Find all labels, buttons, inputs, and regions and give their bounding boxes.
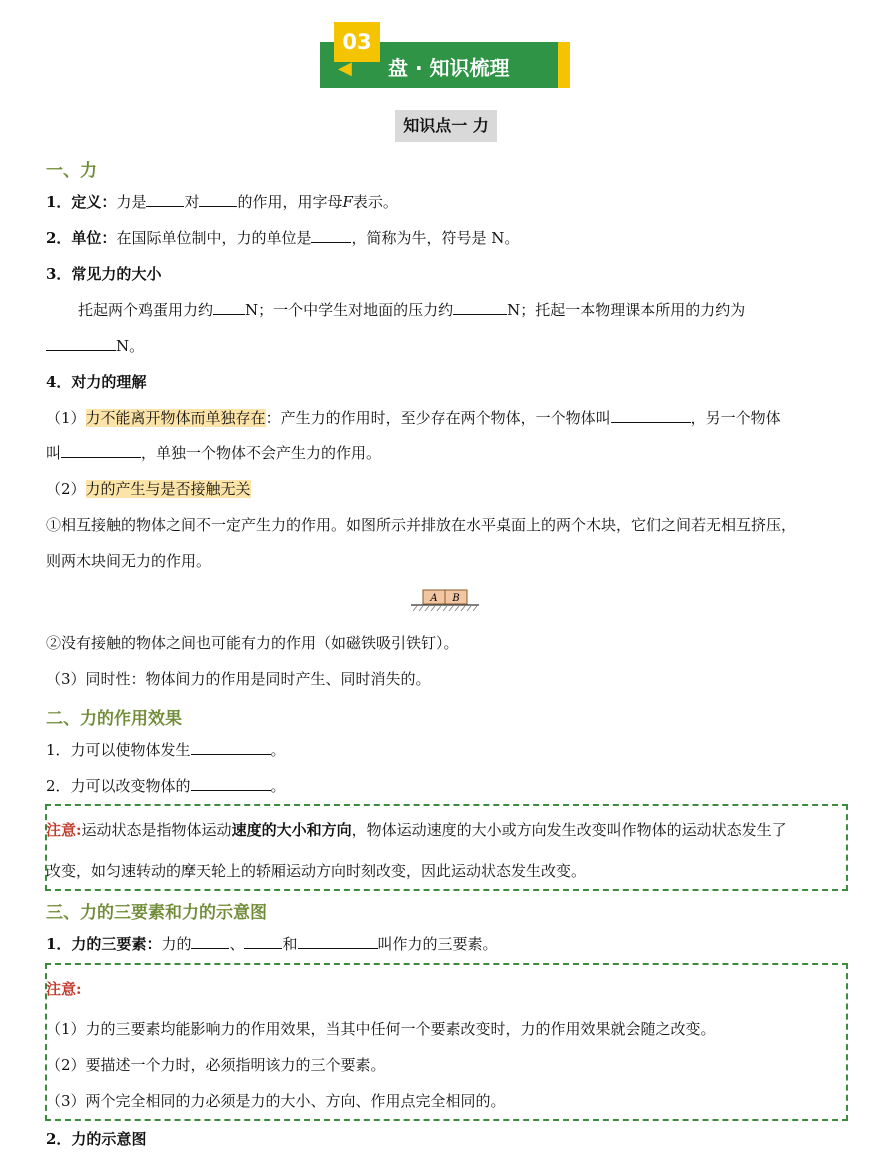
- note-label: 注意:: [46, 821, 82, 839]
- blank[interactable]: [46, 334, 116, 351]
- blank[interactable]: [244, 932, 282, 949]
- blank[interactable]: [453, 298, 507, 315]
- effect-1-line: 1．力可以使物体发生 。: [46, 738, 286, 762]
- point-1-line1: （1）力不能离开物体而单独存在：产生力的作用时，至少存在两个物体，一个物体叫 ，另一个物体: [46, 406, 781, 430]
- blank[interactable]: [61, 441, 141, 458]
- wooden-blocks-figure: [411, 589, 479, 613]
- table-hatching: [413, 606, 477, 611]
- note-label: 注意:: [46, 980, 82, 998]
- banner-title: 盘 · 知识梳理: [388, 56, 510, 80]
- understanding-heading: 4．对力的理解: [46, 373, 147, 391]
- contact-line2: 则两木块间无力的作用。: [46, 552, 212, 570]
- definition-label: 1．定义：: [46, 193, 117, 211]
- blank[interactable]: [191, 932, 229, 949]
- block-a-label: A: [430, 593, 438, 604]
- blank[interactable]: [611, 406, 691, 423]
- blank[interactable]: [191, 738, 271, 755]
- force-symbol: F: [342, 193, 353, 211]
- banner-accent-stripe: [558, 42, 570, 88]
- banner-number: 03: [334, 22, 380, 62]
- point-2-line: （2）力的产生与是否接触无关: [46, 480, 251, 498]
- knowledge-point-title: 知识点一 力: [395, 110, 497, 142]
- common-forces-heading: 3．常见力的大小: [46, 265, 162, 283]
- non-contact-line: ②没有接触的物体之间也可能有力的作用（如磁铁吸引铁钉）。: [46, 634, 459, 652]
- point-3-line: （3）同时性：物体间力的作用是同时产生、同时消失的。: [46, 670, 431, 688]
- unit-label: 2．单位：: [46, 229, 117, 247]
- back-arrow-icon: ◀: [338, 58, 352, 79]
- note-motion-line2: 改变，如匀速转动的摩天轮上的轿厢运动方向时刻改变，因此运动状态发生改变。: [46, 862, 587, 880]
- common-forces-line1: 托起两个鸡蛋用力约 N；一个中学生对地面的压力约 N；托起一本物理课本所用的力约为: [78, 298, 745, 322]
- blank[interactable]: [213, 298, 245, 315]
- blank[interactable]: [199, 190, 237, 207]
- force-diagram-heading: 2．力的示意图: [46, 1130, 147, 1148]
- highlighted-term: 力不能离开物体而单独存在: [85, 409, 266, 427]
- section-1-title: 一、力: [46, 161, 97, 181]
- definition-line: 1．定义：力是 对 的作用，用字母F表示。: [46, 190, 398, 214]
- blank[interactable]: [191, 774, 271, 791]
- blank[interactable]: [311, 226, 351, 243]
- note-elements-line2: （2）要描述一个力时，必须指明该力的三个要素。: [46, 1056, 386, 1074]
- common-forces-line2: N。: [46, 334, 144, 358]
- three-elements-line: 1．力的三要素：力的 、 和 叫作力的三要素。: [46, 932, 498, 956]
- unit-line: 2．单位：在国际单位制中，力的单位是 ，简称为牛，符号是 N。: [46, 226, 519, 250]
- section-3-title: 三、力的三要素和力的示意图: [46, 903, 267, 923]
- blank[interactable]: [298, 932, 378, 949]
- note-elements-line1: （1）力的三要素均能影响力的作用效果，当其中任何一个要素改变时，力的作用效果就会随之改变。: [46, 1020, 716, 1038]
- block-b-label: B: [452, 593, 460, 604]
- point-1-line2: 叫 ，单独一个物体不会产生力的作用。: [46, 441, 381, 465]
- note-motion-line1: 注意:运动状态是指物体运动速度的大小和方向，物体运动速度的大小或方向发生改变叫作物体的运动状态发生了: [46, 821, 787, 839]
- contact-line1: ①相互接触的物体之间不一定产生力的作用。如图所示并排放在水平桌面上的两个木块，它们之间若无相互挤压，: [46, 516, 797, 534]
- effect-2-line: 2．力可以改变物体的 。: [46, 774, 286, 798]
- highlighted-term: 力的产生与是否接触无关: [85, 480, 251, 498]
- section-2-title: 二、力的作用效果: [46, 709, 182, 729]
- blank[interactable]: [146, 190, 184, 207]
- note-elements-line3: （3）两个完全相同的力必须是力的大小、方向、作用点完全相同的。: [46, 1092, 506, 1110]
